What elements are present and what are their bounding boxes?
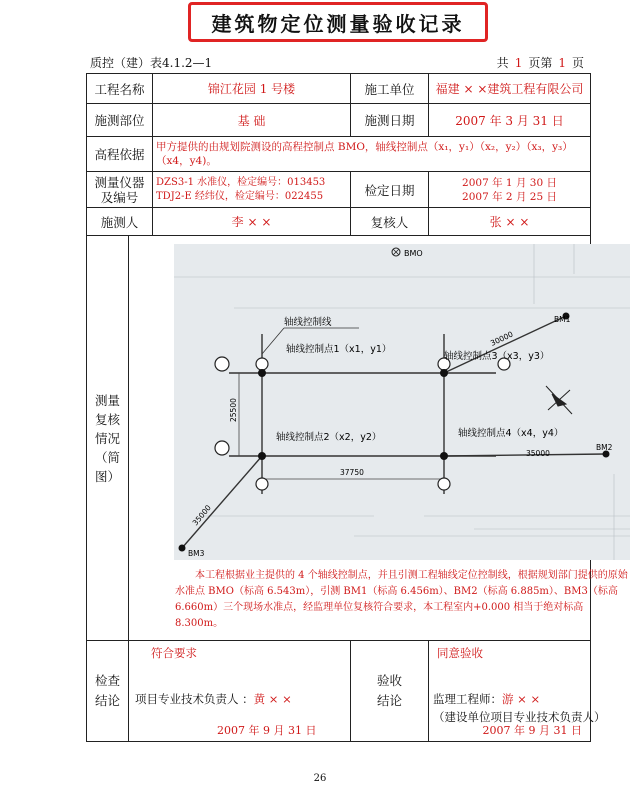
sketch-label [87, 236, 129, 641]
calibration-date-value [429, 172, 591, 208]
surveyor-label: 施测人 [87, 208, 153, 236]
construction-unit-label: 施工单位 [351, 74, 429, 104]
sketch-label-2: 复核 [94, 411, 120, 427]
check-conclusion-label [87, 641, 129, 742]
tech-lead-label: 项目专业技术负责人 ： [135, 692, 254, 706]
accept-label-1: 验收 [377, 673, 403, 688]
page-number: 26 [313, 773, 327, 784]
survey-date-value: 2007 年 3 月 31 日 [429, 104, 591, 137]
control-point-2-label: 轴线控制点2（x2，y2） [276, 432, 382, 443]
axis-circle [215, 357, 229, 371]
control-point-4-label: 轴线控制点4（x4，y4） [458, 428, 564, 439]
reviewer-value: 张 × × [429, 208, 591, 236]
bm2-label: BM2 [596, 443, 613, 452]
instrument-label-line2: 及编号 [100, 189, 139, 205]
pages-current: 1 [558, 56, 566, 70]
pages-total: 1 [514, 56, 523, 70]
instrument-2: TDJ2-E 经纬仪，检定编号：022455 [156, 190, 324, 202]
tech-lead-line [135, 691, 292, 707]
sketch-note: 本工程根据业主提供的 4 个轴线控制点，并且引测工程轴线定位控制线，根据规划部门提供的原始水准点 BMO（标高 6.543m），引测 BM1（标高 6.456m）、BM2（标高 6.885m）、BM3（标高 6.660m）三个现场水准点，经监理单位复核符合要求，本工程室内+0.000 相当于绝对标高 8.300m。 [175, 570, 628, 629]
document-title: 建筑物定位测量验收记录 [188, 2, 488, 42]
survey-part-label: 施测部位 [87, 104, 153, 137]
accept-label-2: 结论 [377, 693, 403, 708]
control-line-label: 轴线控制线 [284, 317, 332, 328]
bm3-label: BM3 [188, 549, 205, 558]
supervisor-value: 游 × × [502, 692, 541, 706]
check-date: 2007 年 9 月 31 日 [217, 724, 317, 737]
elevation-basis-value: 甲方提供的由规划院测设的高程控制点 BMO，轴线控制点（x₁，y₁）（x₂，y₂）（x₃，y₃）（x4，y4)。 [153, 137, 591, 172]
check-conclusion [129, 641, 351, 742]
calibration-date-1: 2007 年 1 月 30 日 [462, 176, 557, 189]
dim-bm2-label: 35000 [526, 449, 550, 458]
supervisor-line [433, 691, 540, 707]
dim-width-label: 37750 [340, 468, 364, 477]
bmo-label: BMO [404, 249, 423, 258]
sketch-label-3: 情况 [94, 430, 120, 446]
accept-conclusion [429, 641, 606, 742]
dim-bm3-label: 35000 [190, 503, 213, 528]
check-result: 符合要求 [151, 646, 197, 660]
survey-part-value: 基 础 [153, 104, 351, 137]
dim-height-label: 25500 [229, 398, 238, 422]
sketch-label-5: 图） [94, 468, 120, 484]
pages-current-prefix: 页第 [528, 56, 553, 70]
sketch-cell [129, 236, 628, 641]
dim-bm1-label: 30000 [489, 329, 515, 348]
supervisor-note: （建设单位项目专业技术负责人） [433, 710, 606, 724]
check-label-1: 检查 [94, 673, 120, 688]
control-point-1-label: 轴线控制点1（x1，y1） [286, 344, 392, 355]
instrument-label [87, 172, 153, 208]
record-table [86, 73, 628, 742]
sketch-label-1: 测量 [94, 392, 120, 408]
pages-suffix: 页 [571, 56, 584, 70]
construction-unit-value: 福建 × ×建筑工程有限公司 [429, 74, 591, 104]
project-name-label: 工程名称 [87, 74, 153, 104]
supervisor-label: 监理工程师： [433, 692, 503, 706]
calibration-date-label: 检定日期 [351, 172, 429, 208]
page-count [497, 54, 584, 71]
check-label-2: 结论 [94, 693, 120, 708]
surveyor-value: 李 × × [153, 208, 351, 236]
sketch-label-4: （简 [94, 449, 120, 465]
accept-result: 同意验收 [437, 646, 484, 660]
accept-date: 2007 年 9 月 31 日 [482, 724, 583, 737]
survey-date-label: 施测日期 [351, 104, 429, 137]
bm1-label: BM1 [554, 315, 571, 324]
reviewer-label: 复核人 [351, 208, 429, 236]
survey-sketch [174, 244, 630, 560]
pages-total-prefix: 共 [496, 56, 509, 70]
tech-lead-value: 黄 × × [253, 692, 292, 706]
instrument-label-line1: 测量仪器 [94, 174, 145, 190]
calibration-date-2: 2007 年 2 月 25 日 [462, 190, 557, 203]
accept-conclusion-label [351, 641, 429, 742]
form-code: 质控（建）表4.1.2—1 [90, 56, 213, 70]
elevation-basis-label: 高程依据 [87, 137, 153, 172]
project-name-value: 锦江花园 1 号楼 [153, 74, 351, 104]
control-point-3-label: 轴线控制点3（x3，y3） [444, 351, 550, 362]
instrument-1: DZS3-1 水准仪，检定编号：013453 [156, 176, 326, 188]
instrument-value [153, 172, 351, 208]
